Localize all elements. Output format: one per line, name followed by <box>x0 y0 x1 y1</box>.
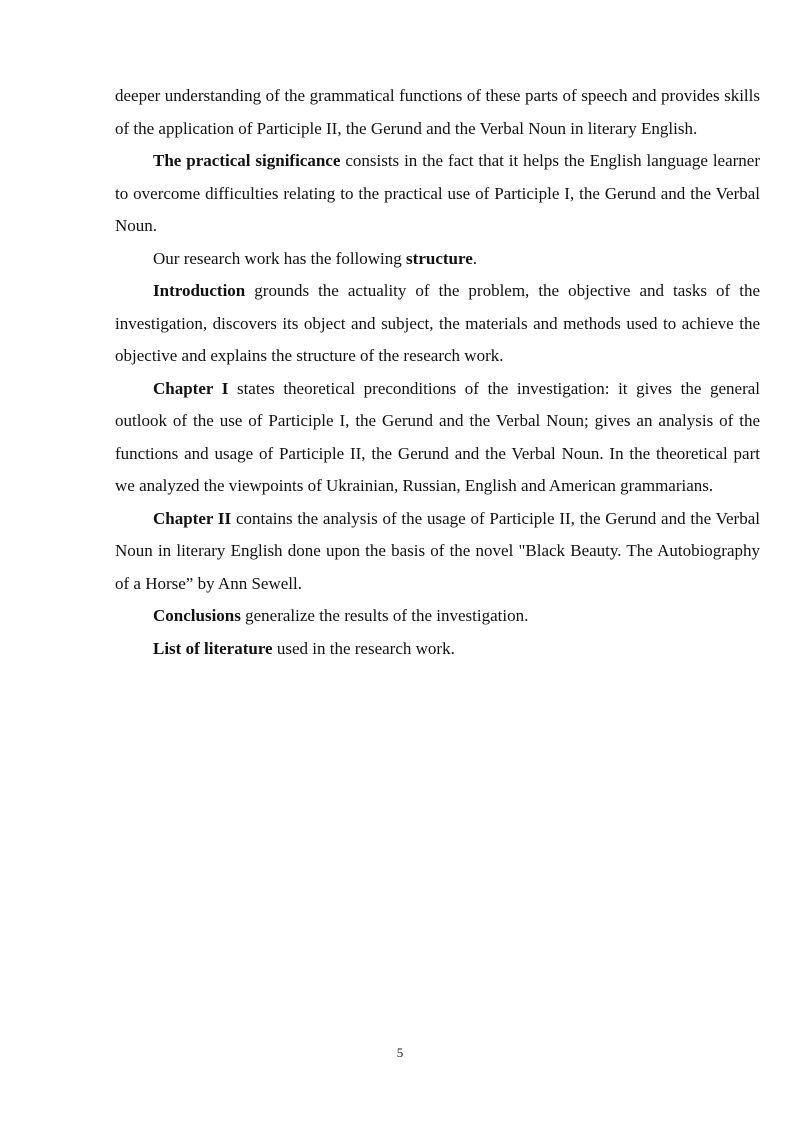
paragraph-text: used in the research work. <box>272 638 455 658</box>
paragraph-introduction <box>115 275 760 373</box>
paragraph-chapter-1 <box>115 373 760 503</box>
paragraph-heading: structure <box>406 248 473 268</box>
paragraph-literature <box>115 633 760 666</box>
paragraph-text: generalize the results of the investigation. <box>240 606 529 625</box>
document-body <box>115 80 760 665</box>
paragraph-practical-significance <box>115 145 760 243</box>
paragraph-heading: Introduction <box>153 281 246 300</box>
paragraph-heading: List of literature <box>153 638 273 658</box>
paragraph-text: states theoretical preconditions of the investigation: it gives the general outlook of the use of Participle I, the Gerund and the Verbal Noun; gives an analysis of the functions and usage of Participle II, the Gerund and the Verbal Noun. In the theoretical part we analyzed the viewpoints of Ukrainian, Russian, English and American grammarians. <box>115 378 761 495</box>
paragraph-heading: The practical significance <box>153 151 341 170</box>
page-number: 5 <box>396 1045 404 1060</box>
paragraph-continuation <box>115 80 760 145</box>
paragraph-text-end: . <box>472 248 478 268</box>
paragraph-conclusions <box>115 600 760 633</box>
paragraph-text: contains the analysis of the usage of Participle II, the Gerund and the Verbal Noun in literary English done upon the basis of the novel "Black Beauty. The Autobiography of a Horse” by Ann Sewell. <box>115 508 760 593</box>
paragraph-heading: Conclusions <box>153 606 241 625</box>
paragraph-text: deeper understanding of the grammatical functions of these parts of speech and provides skills of the application of Participle II, the Gerund and the Verbal Noun in literary English. <box>115 86 760 138</box>
paragraph-heading: Chapter I <box>153 378 229 398</box>
paragraph-structure <box>115 243 760 276</box>
paragraph-text: consists in the fact that it helps the English language learner to overcome difficulties relating to the practical use of Participle I, the Gerund and the Verbal Noun. <box>115 151 760 235</box>
paragraph-chapter-2 <box>115 503 760 601</box>
paragraph-heading: Chapter II <box>153 508 232 528</box>
paragraph-text: Our research work has the following <box>153 248 407 268</box>
paragraph-text: grounds the actuality of the problem, the objective and tasks of the investigation, discovers its object and subject, the materials and methods used to achieve the objective and explains the structure of the research work. <box>115 281 760 365</box>
